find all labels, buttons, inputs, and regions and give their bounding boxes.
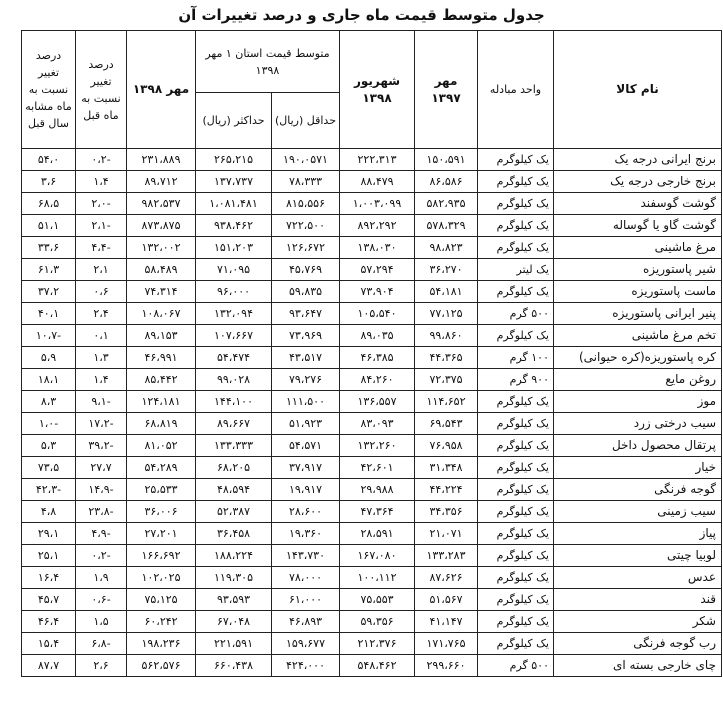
shahrivar-1398-cell: ۱،۰۰۳،۰۹۹ (340, 193, 415, 215)
unit-cell: یک کیلوگرم (478, 413, 554, 435)
mehr-1397-cell: ۴۱،۱۴۷ (415, 611, 478, 633)
min-price-cell: ۵۹،۸۳۵ (272, 281, 340, 303)
min-price-cell: ۴۵،۷۶۹ (272, 259, 340, 281)
price-table (21, 30, 722, 677)
unit-cell: ۵۰۰ گرم (478, 655, 554, 677)
item-name-cell: کره پاستوریزه(کره حیوانی) (554, 347, 722, 369)
item-name-cell: خیار (554, 457, 722, 479)
item-name-cell: عدس (554, 567, 722, 589)
item-name-cell: موز (554, 391, 722, 413)
mehr-1398-cell: ۵۶۲،۵۷۶ (127, 655, 196, 677)
pct-change-month-cell: ۱،۴ (76, 171, 127, 193)
header-shahrivar-1398: شهریور ۱۳۹۸ (340, 31, 415, 149)
mehr-1397-cell: ۱۵۰،۵۹۱ (415, 149, 478, 171)
mehr-1398-cell: ۱۳۲،۰۰۲ (127, 237, 196, 259)
max-price-cell: ۹۳۸،۴۶۲ (196, 215, 272, 237)
unit-cell: یک کیلوگرم (478, 193, 554, 215)
item-name-cell: شکر (554, 611, 722, 633)
table-row (22, 479, 722, 501)
item-name-cell: سیب درختی زرد (554, 413, 722, 435)
table-row (22, 501, 722, 523)
mehr-1398-cell: ۱۲۴،۱۸۱ (127, 391, 196, 413)
mehr-1398-cell: ۵۸،۴۸۹ (127, 259, 196, 281)
mehr-1398-cell: ۱۹۸،۲۳۶ (127, 633, 196, 655)
max-price-cell: ۹۶،۰۰۰ (196, 281, 272, 303)
unit-cell: یک کیلوگرم (478, 391, 554, 413)
min-price-cell: ۷۸،۰۰۰ (272, 567, 340, 589)
item-name-cell: تخم مرغ ماشینی (554, 325, 722, 347)
min-price-cell: ۷۸،۳۳۳ (272, 171, 340, 193)
mehr-1398-cell: ۱۰۲،۰۲۵ (127, 567, 196, 589)
pct-change-year-cell: ۴۵،۷ (22, 589, 76, 611)
min-price-cell: ۲۸،۶۰۰ (272, 501, 340, 523)
min-price-cell: ۷۳،۹۶۹ (272, 325, 340, 347)
pct-change-year-cell: -۱،۰ (22, 413, 76, 435)
shahrivar-1398-cell: ۸۸،۴۷۹ (340, 171, 415, 193)
pct-change-year-cell: ۵،۳ (22, 435, 76, 457)
table-row (22, 237, 722, 259)
mehr-1398-cell: ۹۸۲،۵۳۷ (127, 193, 196, 215)
mehr-1397-cell: ۶۹،۵۴۳ (415, 413, 478, 435)
pct-change-year-cell: ۱۵،۴ (22, 633, 76, 655)
pct-change-month-cell: -۰،۲ (76, 149, 127, 171)
table-row (22, 633, 722, 655)
min-price-cell: ۸۱۵،۵۵۶ (272, 193, 340, 215)
item-name-cell: پنیر ایرانی پاستوریزه (554, 303, 722, 325)
shahrivar-1398-cell: ۸۹،۰۳۵ (340, 325, 415, 347)
pct-change-month-cell: -۰،۶ (76, 589, 127, 611)
item-name-cell: گوشت گاو یا گوساله (554, 215, 722, 237)
unit-cell: یک کیلوگرم (478, 611, 554, 633)
mehr-1397-cell: ۹۹،۸۶۰ (415, 325, 478, 347)
min-price-cell: ۵۴،۵۷۱ (272, 435, 340, 457)
pct-change-year-cell: ۸،۳ (22, 391, 76, 413)
pct-change-year-cell: ۴۶،۴ (22, 611, 76, 633)
shahrivar-1398-cell: ۷۵،۵۵۳ (340, 589, 415, 611)
pct-change-month-cell: -۲،۱ (76, 215, 127, 237)
header-mehr-1398: مهر ۱۳۹۸ (127, 31, 196, 149)
header-unit: واحد مبادله (478, 31, 554, 149)
unit-cell: یک کیلوگرم (478, 589, 554, 611)
max-price-cell: ۸۹،۶۶۷ (196, 413, 272, 435)
mehr-1398-cell: ۳۶،۰۰۶ (127, 501, 196, 523)
min-price-cell: ۴۲۴،۰۰۰ (272, 655, 340, 677)
unit-cell: یک کیلوگرم (478, 237, 554, 259)
pct-change-month-cell: -۴،۴ (76, 237, 127, 259)
pct-change-month-cell: ۲۷،۷ (76, 457, 127, 479)
header-province-average: متوسط قیمت استان ۱ مهر ۱۳۹۸ (196, 31, 340, 93)
pct-change-year-cell: ۳۷،۲ (22, 281, 76, 303)
mehr-1397-cell: ۵۸۲،۹۳۵ (415, 193, 478, 215)
item-name-cell: برنج ایرانی درجه یک (554, 149, 722, 171)
max-price-cell: ۲۲۱،۵۹۱ (196, 633, 272, 655)
item-name-cell: پرتقال محصول داخل (554, 435, 722, 457)
shahrivar-1398-cell: ۱۰۰،۱۱۲ (340, 567, 415, 589)
pct-change-year-cell: ۳،۶ (22, 171, 76, 193)
max-price-cell: ۹۹،۰۲۸ (196, 369, 272, 391)
min-price-cell: ۱۵۹،۶۷۷ (272, 633, 340, 655)
mehr-1398-cell: ۵۴،۲۸۹ (127, 457, 196, 479)
mehr-1398-cell: ۶۰،۲۴۲ (127, 611, 196, 633)
table-body (22, 149, 722, 677)
shahrivar-1398-cell: ۱۳۶،۵۵۷ (340, 391, 415, 413)
item-name-cell: پیاز (554, 523, 722, 545)
max-price-cell: ۱۳۲،۰۹۴ (196, 303, 272, 325)
max-price-cell: ۵۲،۳۸۷ (196, 501, 272, 523)
pct-change-month-cell: -۳۹،۲ (76, 435, 127, 457)
shahrivar-1398-cell: ۲۱۲،۳۷۶ (340, 633, 415, 655)
max-price-cell: ۱،۰۸۱،۴۸۱ (196, 193, 272, 215)
header-pct-change-month: درصد تغییر نسبت به ماه قبل (76, 31, 127, 149)
min-price-cell: ۱۱۱،۵۰۰ (272, 391, 340, 413)
mehr-1398-cell: ۲۵،۵۳۳ (127, 479, 196, 501)
table-row (22, 347, 722, 369)
max-price-cell: ۱۵۱،۲۰۳ (196, 237, 272, 259)
table-row (22, 457, 722, 479)
mehr-1398-cell: ۱۶۶،۶۹۲ (127, 545, 196, 567)
pct-change-year-cell: ۳۳،۶ (22, 237, 76, 259)
max-price-cell: ۱۰۷،۶۶۷ (196, 325, 272, 347)
pct-change-year-cell: ۵،۹ (22, 347, 76, 369)
unit-cell: ۵۰۰ گرم (478, 303, 554, 325)
shahrivar-1398-cell: ۱۰۵،۵۴۰ (340, 303, 415, 325)
item-name-cell: گوشت گوسفند (554, 193, 722, 215)
unit-cell: ۱۰۰ گرم (478, 347, 554, 369)
mehr-1397-cell: ۲۹۹،۶۶۰ (415, 655, 478, 677)
table-row (22, 523, 722, 545)
mehr-1398-cell: ۷۴،۳۱۴ (127, 281, 196, 303)
unit-cell: یک کیلوگرم (478, 171, 554, 193)
mehr-1397-cell: ۱۱۴،۶۵۲ (415, 391, 478, 413)
shahrivar-1398-cell: ۷۳،۹۰۴ (340, 281, 415, 303)
table-row (22, 171, 722, 193)
max-price-cell: ۲۶۵،۲۱۵ (196, 149, 272, 171)
unit-cell: ۹۰۰ گرم (478, 369, 554, 391)
pct-change-month-cell: ۰،۶ (76, 281, 127, 303)
mehr-1397-cell: ۴۴،۳۶۵ (415, 347, 478, 369)
pct-change-year-cell: ۲۵،۱ (22, 545, 76, 567)
table-row (22, 149, 722, 171)
mehr-1398-cell: ۸۷۳،۸۷۵ (127, 215, 196, 237)
shahrivar-1398-cell: ۲۲۲،۳۱۳ (340, 149, 415, 171)
shahrivar-1398-cell: ۴۷،۳۶۴ (340, 501, 415, 523)
item-name-cell: مرغ ماشینی (554, 237, 722, 259)
table-row (22, 545, 722, 567)
unit-cell: یک کیلوگرم (478, 479, 554, 501)
min-price-cell: ۵۱،۹۲۳ (272, 413, 340, 435)
pct-change-year-cell: ۶۱،۳ (22, 259, 76, 281)
item-name-cell: برنج خارجی درجه یک (554, 171, 722, 193)
mehr-1398-cell: ۲۳۱،۸۸۹ (127, 149, 196, 171)
mehr-1398-cell: ۸۱،۰۵۲ (127, 435, 196, 457)
pct-change-year-cell: ۵۴،۰ (22, 149, 76, 171)
mehr-1397-cell: ۷۲،۳۷۵ (415, 369, 478, 391)
unit-cell: یک کیلوگرم (478, 501, 554, 523)
pct-change-month-cell: ۱،۳ (76, 347, 127, 369)
pct-change-month-cell: -۰،۲ (76, 545, 127, 567)
unit-cell: یک کیلوگرم (478, 281, 554, 303)
mehr-1398-cell: ۷۵،۱۲۵ (127, 589, 196, 611)
pct-change-month-cell: -۴،۹ (76, 523, 127, 545)
shahrivar-1398-cell: ۵۴۸،۴۶۲ (340, 655, 415, 677)
mehr-1397-cell: ۷۶،۹۵۸ (415, 435, 478, 457)
pct-change-year-cell: ۸۷،۷ (22, 655, 76, 677)
max-price-cell: ۱۱۹،۳۰۵ (196, 567, 272, 589)
table-row (22, 303, 722, 325)
unit-cell: یک کیلوگرم (478, 523, 554, 545)
min-price-cell: ۱۲۶،۶۷۲ (272, 237, 340, 259)
shahrivar-1398-cell: ۲۹،۹۸۸ (340, 479, 415, 501)
pct-change-month-cell: ۲،۶ (76, 655, 127, 677)
table-row (22, 611, 722, 633)
item-name-cell: لوبیا چیتی (554, 545, 722, 567)
max-price-cell: ۱۳۷،۷۳۷ (196, 171, 272, 193)
table-row (22, 567, 722, 589)
max-price-cell: ۶۶۰،۴۳۸ (196, 655, 272, 677)
item-name-cell: چای خارجی بسته ای (554, 655, 722, 677)
unit-cell: یک کیلوگرم (478, 545, 554, 567)
unit-cell: یک لیتر (478, 259, 554, 281)
mehr-1397-cell: ۸۶،۵۸۶ (415, 171, 478, 193)
shahrivar-1398-cell: ۸۳،۰۹۳ (340, 413, 415, 435)
pct-change-year-cell: ۷۳،۵ (22, 457, 76, 479)
min-price-cell: ۶۱،۰۰۰ (272, 589, 340, 611)
mehr-1398-cell: ۴۶،۹۹۱ (127, 347, 196, 369)
item-name-cell: رب گوجه فرنگی (554, 633, 722, 655)
table-row (22, 259, 722, 281)
table-row (22, 589, 722, 611)
max-price-cell: ۵۴،۴۷۴ (196, 347, 272, 369)
unit-cell: یک کیلوگرم (478, 567, 554, 589)
pct-change-month-cell: -۲،۰ (76, 193, 127, 215)
item-name-cell: ماست پاستوریزه (554, 281, 722, 303)
mehr-1397-cell: ۳۶،۲۷۰ (415, 259, 478, 281)
min-price-cell: ۱۹،۹۱۷ (272, 479, 340, 501)
pct-change-month-cell: ۱،۵ (76, 611, 127, 633)
shahrivar-1398-cell: ۵۷،۲۹۴ (340, 259, 415, 281)
mehr-1397-cell: ۳۴،۳۵۶ (415, 501, 478, 523)
pct-change-year-cell: ۶۸،۵ (22, 193, 76, 215)
min-price-cell: ۴۶،۸۹۳ (272, 611, 340, 633)
max-price-cell: ۹۳،۵۹۳ (196, 589, 272, 611)
pct-change-month-cell: -۱۴،۹ (76, 479, 127, 501)
shahrivar-1398-cell: ۸۴،۲۶۰ (340, 369, 415, 391)
mehr-1397-cell: ۵۷۸،۳۲۹ (415, 215, 478, 237)
mehr-1397-cell: ۹۸،۸۲۳ (415, 237, 478, 259)
pct-change-year-cell: ۴،۸ (22, 501, 76, 523)
mehr-1398-cell: ۶۸،۸۱۹ (127, 413, 196, 435)
shahrivar-1398-cell: ۴۲،۶۰۱ (340, 457, 415, 479)
table-title: جدول متوسط قیمت ماه جاری و درصد تغییرات آن (178, 6, 545, 24)
unit-cell: یک کیلوگرم (478, 215, 554, 237)
pct-change-month-cell: ۲،۱ (76, 259, 127, 281)
min-price-cell: ۹۳،۶۴۷ (272, 303, 340, 325)
min-price-cell: ۷۹،۲۷۶ (272, 369, 340, 391)
mehr-1398-cell: ۸۹،۱۵۳ (127, 325, 196, 347)
item-name-cell: سیب زمینی (554, 501, 722, 523)
pct-change-month-cell: -۲۳،۸ (76, 501, 127, 523)
header-pct-change-year: درصد تغییر نسبت به ماه مشابه سال قبل (22, 31, 76, 149)
pct-change-month-cell: -۹،۱ (76, 391, 127, 413)
table-row (22, 413, 722, 435)
table-row (22, 325, 722, 347)
pct-change-year-cell: ۱۸،۱ (22, 369, 76, 391)
pct-change-month-cell: ۱،۹ (76, 567, 127, 589)
mehr-1398-cell: ۸۹،۷۱۲ (127, 171, 196, 193)
max-price-cell: ۱۳۳،۳۳۳ (196, 435, 272, 457)
table-row (22, 193, 722, 215)
table-row (22, 435, 722, 457)
max-price-cell: ۶۷،۰۴۸ (196, 611, 272, 633)
max-price-cell: ۴۸،۵۹۴ (196, 479, 272, 501)
item-name-cell: قند (554, 589, 722, 611)
mehr-1397-cell: ۴۴،۲۲۴ (415, 479, 478, 501)
mehr-1398-cell: ۲۷،۲۰۱ (127, 523, 196, 545)
header-item-name: نام کالا (554, 31, 722, 149)
mehr-1397-cell: ۷۷،۱۲۵ (415, 303, 478, 325)
table-row (22, 281, 722, 303)
unit-cell: یک کیلوگرم (478, 435, 554, 457)
pct-change-month-cell: ۰،۱ (76, 325, 127, 347)
pct-change-year-cell: -۴۲،۳ (22, 479, 76, 501)
mehr-1397-cell: ۲۱،۰۷۱ (415, 523, 478, 545)
pct-change-month-cell: -۱۷،۲ (76, 413, 127, 435)
pct-change-year-cell: -۱۰،۷ (22, 325, 76, 347)
mehr-1398-cell: ۸۵،۴۴۲ (127, 369, 196, 391)
table-row (22, 655, 722, 677)
mehr-1397-cell: ۵۴،۱۸۱ (415, 281, 478, 303)
min-price-cell: ۳۷،۹۱۷ (272, 457, 340, 479)
pct-change-month-cell: -۶،۸ (76, 633, 127, 655)
pct-change-year-cell: ۱۶،۴ (22, 567, 76, 589)
unit-cell: یک کیلوگرم (478, 149, 554, 171)
shahrivar-1398-cell: ۲۸،۵۹۱ (340, 523, 415, 545)
max-price-cell: ۷۱،۰۹۵ (196, 259, 272, 281)
min-price-cell: ۱۴۳،۷۳۰ (272, 545, 340, 567)
max-price-cell: ۱۴۴،۱۰۰ (196, 391, 272, 413)
shahrivar-1398-cell: ۱۶۷،۰۸۰ (340, 545, 415, 567)
min-price-cell: ۴۳،۵۱۷ (272, 347, 340, 369)
min-price-cell: ۷۲۲،۵۰۰ (272, 215, 340, 237)
item-name-cell: گوجه فرنگی (554, 479, 722, 501)
unit-cell: یک کیلوگرم (478, 325, 554, 347)
mehr-1398-cell: ۱۰۸،۰۶۷ (127, 303, 196, 325)
header-max-price: حداکثر (ریال) (196, 93, 272, 149)
shahrivar-1398-cell: ۱۳۲،۲۶۰ (340, 435, 415, 457)
min-price-cell: ۱۹۰،۰۵۷۱ (272, 149, 340, 171)
shahrivar-1398-cell: ۴۶،۳۸۵ (340, 347, 415, 369)
max-price-cell: ۶۸،۲۰۵ (196, 457, 272, 479)
shahrivar-1398-cell: ۵۹،۳۵۶ (340, 611, 415, 633)
item-name-cell: روغن مایع (554, 369, 722, 391)
pct-change-month-cell: ۲،۴ (76, 303, 127, 325)
shahrivar-1398-cell: ۸۹۲،۲۹۲ (340, 215, 415, 237)
table-row (22, 369, 722, 391)
shahrivar-1398-cell: ۱۳۸،۰۳۰ (340, 237, 415, 259)
mehr-1397-cell: ۸۷،۶۲۶ (415, 567, 478, 589)
item-name-cell: شیر پاستوریزه (554, 259, 722, 281)
header-min-price: حداقل (ریال) (272, 93, 340, 149)
pct-change-year-cell: ۴۰،۱ (22, 303, 76, 325)
mehr-1397-cell: ۱۳۳،۲۸۳ (415, 545, 478, 567)
max-price-cell: ۱۸۸،۲۲۴ (196, 545, 272, 567)
table-row (22, 215, 722, 237)
pct-change-year-cell: ۲۹،۱ (22, 523, 76, 545)
min-price-cell: ۱۹،۳۶۰ (272, 523, 340, 545)
max-price-cell: ۳۶،۴۵۸ (196, 523, 272, 545)
mehr-1397-cell: ۳۱،۳۴۸ (415, 457, 478, 479)
header-mehr-1397: مهر ۱۳۹۷ (415, 31, 478, 149)
unit-cell: یک کیلوگرم (478, 633, 554, 655)
mehr-1397-cell: ۵۱،۵۶۷ (415, 589, 478, 611)
pct-change-year-cell: ۵۱،۱ (22, 215, 76, 237)
table-row (22, 391, 722, 413)
pct-change-month-cell: ۱،۴ (76, 369, 127, 391)
unit-cell: یک کیلوگرم (478, 457, 554, 479)
mehr-1397-cell: ۱۷۱،۷۶۵ (415, 633, 478, 655)
